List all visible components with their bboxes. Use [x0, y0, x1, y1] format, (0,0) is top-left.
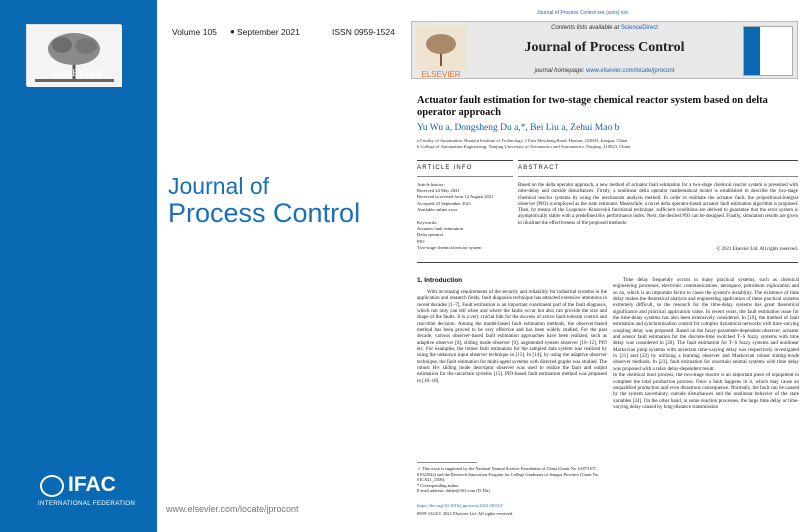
- cover-journal-line1: Journal of: [168, 173, 270, 199]
- footnote: ☆ This work is supported by the National Natural Science Foundation of China (Grant No. 61873107, 61922042) and the Research Innovation Program for College Graduates of Jiangsu Province (Grant No. SJCX21_1508). * Corresponding author. E-mail address: ddshe@163.com (D. Du).: [417, 466, 600, 494]
- intro-left-column: With increasing requirements of the security and reliability for industrial systems in the application and research fields, fault diagnosis technique has attracted extensive attentions in recent decades [1–7]. Fault estimation is an important constituent part of the fault diagnosis, which not only can tell when and where the faults occur but also can provide the size and shape of the faults. It is a very crucial link for the success of active fault-tolerant control and real-time decision. Among the model-based fault estimation methods, the observer-based method has been proved to be very effective and has been widely studied. For the past decade, various observer-based fault estimation approaches have been realized, such as adaptive observer [8], sliding mode observer [9], augmented system observer [10–12], PIO etc. For examples, the robust fault estimation for the sampled data system was realized by using the unknown input observer technique in [13]. In [14], by using the adaptive observer technique, the fault estimation for multi-agent systems with directed graphs was studied. The robust H∞ sliding mode descriptor observer was used to realize the fault and output estimation for the uncertain systems [15]. PIO-based fault estimation method was proposed in [16–18].: [417, 289, 607, 384]
- footnote-rule: [417, 462, 477, 463]
- cover-journal-line2: Process Control: [168, 198, 361, 228]
- paper-running-head: Journal of Process Control xxx (xxxx) xxx: [537, 10, 629, 16]
- cover-dot: ●: [230, 27, 235, 36]
- abstract-text: Based on the delta operator approach, a new method of actuator fault estimation for a two-stage chemical reactor system is presented with time-delay and outside disturbances. Firstly, a nonlinear delta operator mathematical model is established to describe the two-stage chemical reactor systems by using the mechanism analysis method. In order to estimate the actuator fault, the proportional-integral observer (PIO) is employed as the state estimator. Meanwhile, a novel delta operator-based actuator fault estimation algorithm is proposed. Then, by means of the Lyapunov–Krasovskii functional technique, sufficient conditions are derived to guarantee that the error system is asymptotically stable with a predefined H∞ performance index. Next, the desired PIO can be designed. Finally, simulation results are given to illustrate the effectiveness of the proposed methods.: [518, 183, 798, 226]
- abstract-copyright: © 2021 Elsevier Ltd. All rights reserved.: [716, 247, 798, 252]
- keywords: Keywords: Actuator fault estimation Delta operator PIO Two-stage chemical reactor system: [417, 220, 482, 250]
- cover-issn: ISSN 0959-1524: [332, 27, 395, 37]
- homepage-link[interactable]: www.elsevier.com/locate/jprocont: [586, 68, 675, 74]
- paper-affiliations: [417, 138, 797, 150]
- affiliation-b: b College of Automation Engineering, Nanjing University of Aeronautics and Astronautics, Nanjing, 210023, China: [417, 144, 631, 149]
- article-history: Article history: Received 24 May 2021 Received in revised form 12 August 2021 Accepted 23 September 2021 Available online xxxx: [417, 182, 494, 212]
- intro-right-column: Time delay frequently occurs in many practical systems, such as chemical engineering processes, electronic communications, aerospace, petroleum exploration and so on, which is an important factor to cause the system's instability. The existence of time delay makes the theoretical analysis and engineering application of these practical systems extremely difficult, so the research for the time-delay systems has great theoretical significance and practical application value. In recent years, the fault estimation issue for the time-delay systems has also been extensively considered. In [19], the method of fault estimation and synchronization control for complex dynamical networks with time-varying coupling delay was proposed. Based on the fuzzy-parameter-dependent observer, actuator and sensor fault estimation for the discrete-time switched T–S fuzzy systems with time delay was considered in [20]. The fault estimation for T–S fuzzy systems and nonlinear Markovian jump systems with uncertain time-varying delay was respectively investigated in [21] and [22] by utilizing a learning observer and Markovian robust sliding-mode observer methods. In [23], fault estimation for uncertain neutral systems with time delay was proposed with a relax delay-dependent result. In the chemical react process, the two-stage reactor is an important piece of equipment to complete the total production process. Once a fault happens in it, which may cause an unqualified production and even disastrous consequence. Normally, the fault can be caused by the system uncertainty, outside disturbances and the nonlinear behavior of the state variables [24]. On the other hand, in some reaction processes, the large time delay or time-varying delay caused by long-distance transmission: [613, 277, 799, 410]
- cover-month: September 2021: [237, 27, 300, 37]
- cover-volume: Volume 105: [172, 27, 217, 37]
- cover-blue-panel: [0, 0, 157, 532]
- affiliation-a: a Faculty of Automation, Huaiyin Institute of Technology, 1 East Meicheng Road, Huaian, 223003, Jiangsu, China: [417, 138, 628, 143]
- paper-title: Actuator fault estimation for two-stage chemical reactor system based on delta operator approach: [417, 95, 768, 118]
- paper-authors: Yu Wu a, Dongsheng Du a,*, Bei Liu a, Zehui Mao b: [417, 123, 620, 133]
- abstract-heading: ABSTRACT: [518, 165, 560, 171]
- homepage-line: [412, 68, 797, 74]
- divider: [417, 262, 798, 263]
- divider: [518, 160, 798, 161]
- journal-name: Journal of Process Control: [524, 40, 685, 55]
- ifac-logo: [38, 473, 136, 507]
- ifac-emblem-icon: [40, 475, 64, 497]
- cover-url[interactable]: www.elsevier.com/locate/jprocont: [166, 504, 299, 514]
- contents-prefix: Contents lists available at: [551, 25, 621, 31]
- sciencedirect-link[interactable]: ScienceDirect: [620, 25, 658, 31]
- article-info-heading: ARTICLE INFO: [417, 165, 473, 171]
- elsevier-small-label: ELSEVIER: [421, 70, 461, 79]
- paper-page: [405, 0, 806, 532]
- divider: [417, 160, 513, 161]
- ifac-word: IFAC: [68, 473, 116, 496]
- divider: [518, 176, 798, 177]
- homepage-prefix: journal homepage:: [534, 68, 586, 74]
- ifac-federation: INTERNATIONAL FEDERATION: [38, 500, 136, 507]
- issn-copyright-line: 0959-1524/© 2021 Elsevier Ltd. All rights reserved.: [417, 511, 514, 516]
- elsevier-wordmark: ELSEVIER: [53, 68, 104, 78]
- small-cover-thumbnail: [743, 26, 793, 76]
- divider: [417, 176, 513, 177]
- contents-line: [412, 25, 797, 31]
- journal-header-box: [411, 21, 798, 79]
- doi-link[interactable]: https://doi.org/10.1016/j.jprocont.2021.09.013: [417, 503, 503, 508]
- introduction-heading: 1. Introduction: [417, 277, 463, 284]
